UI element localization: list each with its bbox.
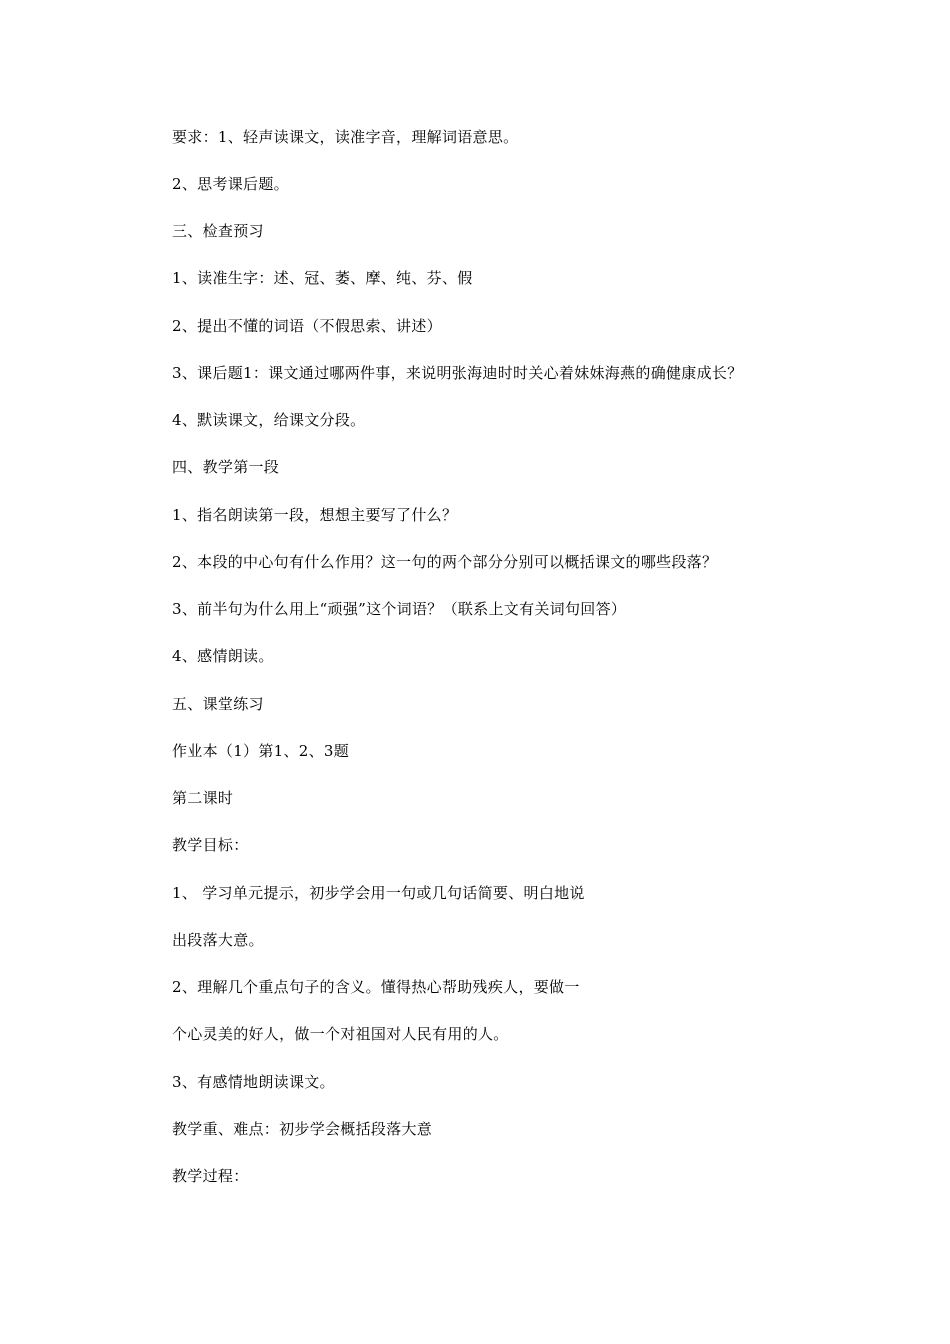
text-line: 出段落大意。 [172,931,264,949]
text-line: 3、有感情地朗读课文。 [172,1073,335,1091]
text-line: 3、课后题1：课文通过哪两件事，来说明张海迪时时关心着妹妹海燕的确健康成长？ [172,364,743,382]
text-line: 2、提出不懂的词语（不假思索、讲述） [172,317,442,335]
section-heading: 四、教学第一段 [172,458,280,476]
text-line: 3、前半句为什么用上“顽强”这个词语？（联系上文有关词句回答） [172,600,627,618]
text-line: 2、本段的中心句有什么作用？这一句的两个部分分别可以概括课文的哪些段落？ [172,553,718,571]
text-line: 教学重、难点：初步学会概括段落大意 [172,1120,433,1138]
text-line: 教学过程： [172,1167,249,1185]
text-line: 2、思考课后题。 [172,175,289,193]
text-line: 2、理解几个重点句子的含义。懂得热心帮助残疾人，要做一 [172,978,580,996]
text-line: 作业本（1）第1、2、3题 [172,742,350,760]
section-heading: 三、检查预习 [172,222,264,240]
text-line: 1、读准生字：述、冠、萎、摩、纯、芬、假 [172,269,473,287]
text-line: 4、默读课文，给课文分段。 [172,411,366,429]
text-line: 要求：1、轻声读课文，读准字音，理解词语意思。 [172,128,519,146]
section-heading: 第二课时 [172,789,234,807]
section-heading: 五、课堂练习 [172,695,264,713]
text-line: 1、 学习单元提示，初步学会用一句或几句话简要、明白地说 [172,884,585,902]
text-line: 1、指名朗读第一段，想想主要写了什么？ [172,506,458,524]
text-line: 教学目标： [172,836,249,854]
text-line: 个心灵美的好人，做一个对祖国对人民有用的人。 [172,1025,509,1043]
text-line: 4、感情朗读。 [172,647,274,665]
